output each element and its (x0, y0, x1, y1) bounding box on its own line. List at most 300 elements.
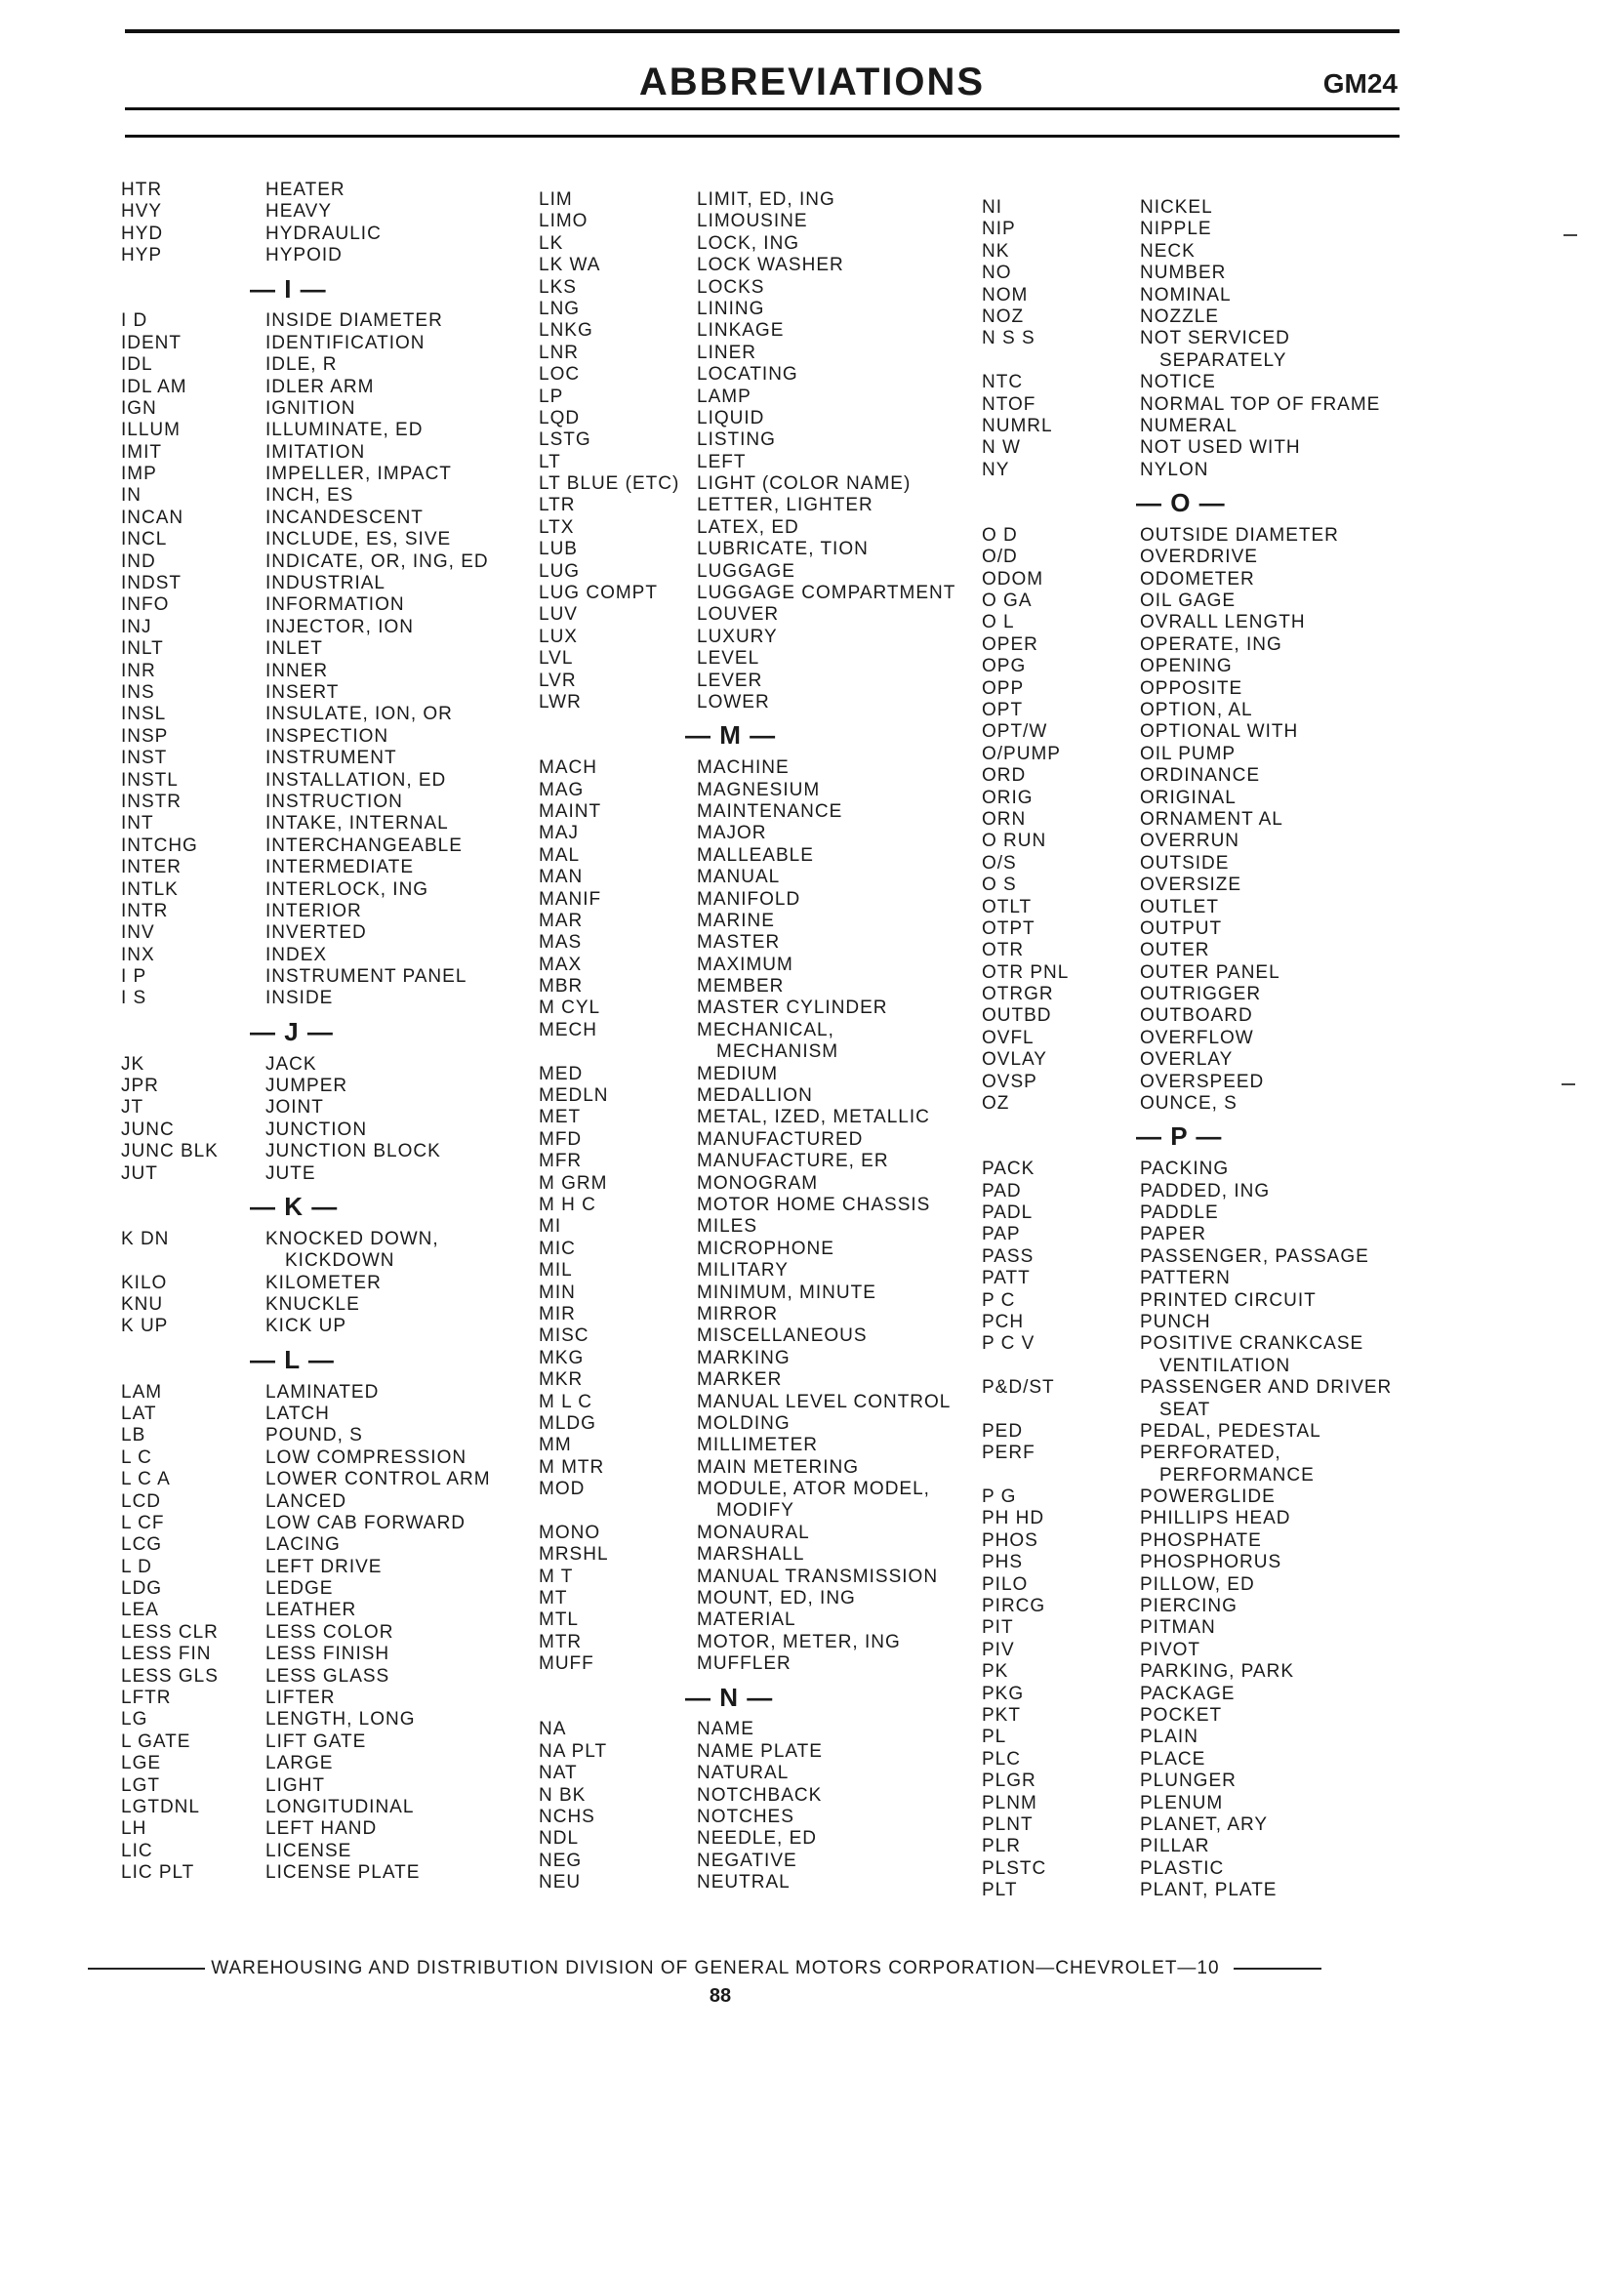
abbreviation: PED (982, 1420, 1024, 1442)
abbreviation: OPP (982, 677, 1025, 699)
abbreviation-entry (539, 1260, 997, 1282)
abbreviation: MAL (539, 844, 581, 866)
abbreviation: IGN (121, 397, 157, 419)
definition: MODIFY (716, 1500, 794, 1522)
header-bottom-rule-2 (125, 135, 1400, 138)
abbreviation-entry (982, 612, 1441, 633)
abbreviation: LK (539, 232, 564, 254)
abbreviation: LKS (539, 276, 577, 298)
abbreviation: PLSTC (982, 1857, 1047, 1879)
definition: LESS GLASS (265, 1665, 390, 1687)
abbreviation: MET (539, 1107, 582, 1128)
definition: IMITATION (265, 441, 366, 463)
abbreviation-entry (539, 911, 997, 932)
definition: INSTRUMENT (265, 748, 397, 769)
abbreviation-entry (539, 1653, 997, 1675)
abbreviation-entry (121, 1688, 580, 1709)
abbreviation: LDG (121, 1578, 163, 1600)
abbreviation: LVR (539, 670, 577, 691)
margin-mark (1562, 1083, 1575, 1085)
definition: MISCELLANEOUS (697, 1325, 868, 1347)
abbreviation-entry (982, 1268, 1441, 1289)
abbreviation-entry (982, 437, 1441, 459)
abbreviation-entry (121, 1775, 580, 1797)
abbreviation-entry (121, 1731, 580, 1753)
abbreviation: O L (982, 612, 1015, 633)
definition: LONGITUDINAL (265, 1796, 415, 1817)
abbreviation-entry (539, 495, 997, 516)
definition: NOZZLE (1140, 305, 1219, 327)
section-heading (121, 267, 580, 311)
definition: POWERGLIDE (1140, 1486, 1276, 1508)
definition: NAME (697, 1719, 754, 1740)
definition: MEDIUM (697, 1063, 779, 1084)
abbreviation: NOZ (982, 305, 1025, 327)
abbreviation: MFD (539, 1128, 583, 1150)
definition: MIRROR (697, 1303, 779, 1324)
abbreviation: L CF (121, 1512, 165, 1533)
abbreviation: PKT (982, 1704, 1021, 1726)
abbreviation-entry (539, 1719, 997, 1740)
abbreviation-entry (982, 525, 1441, 547)
abbreviation: ORD (982, 765, 1027, 787)
abbreviation-entry (539, 780, 997, 801)
abbreviation-entry (539, 1588, 997, 1609)
abbreviation-entry (121, 617, 580, 638)
abbreviation: NIP (982, 219, 1016, 240)
definition: MAGNESIUM (697, 779, 821, 800)
abbreviation-entry (539, 1763, 997, 1784)
definition: NEEDLE, ED (697, 1828, 817, 1850)
abbreviation-entry (539, 473, 997, 495)
abbreviation: LESS FIN (121, 1644, 212, 1665)
abbreviation: MTL (539, 1609, 579, 1631)
abbreviation: PLR (982, 1836, 1021, 1857)
abbreviation-entry (982, 1836, 1441, 1857)
abbreviation-entry (539, 867, 997, 888)
abbreviation-entry (121, 1818, 580, 1840)
abbreviation: O/D (982, 547, 1018, 568)
abbreviation: OTRGR (982, 984, 1054, 1005)
abbreviation: MECH (539, 1019, 597, 1040)
abbreviation: INJ (121, 616, 152, 637)
abbreviation: OPT (982, 700, 1024, 720)
definition: LOCKS (697, 276, 765, 298)
definition: NATURAL (697, 1763, 790, 1784)
definition: ORDINANCE (1140, 765, 1261, 787)
abbreviation-entry (982, 1574, 1441, 1596)
abbreviation-entry (121, 1534, 580, 1556)
abbreviation-entry (539, 1807, 997, 1828)
abbreviation: NY (982, 459, 1010, 480)
abbreviation-entry (539, 692, 997, 713)
definition: OIL GAGE (1140, 590, 1237, 612)
abbreviation: PCH (982, 1311, 1025, 1332)
definition: MAJOR (697, 823, 767, 844)
abbreviation: MISC (539, 1325, 589, 1347)
abbreviation-entry (121, 835, 580, 857)
definition: MEDALLION (697, 1085, 813, 1107)
page-number: 88 (709, 1985, 732, 2007)
abbreviation: MAG (539, 779, 585, 800)
definition: LICENSE PLATE (265, 1862, 421, 1884)
definition: MARKER (697, 1369, 783, 1391)
definition: MATERIAL (697, 1609, 796, 1631)
header-bottom-rule (125, 107, 1400, 110)
abbreviation: NK (982, 240, 1010, 262)
abbreviation: NUMRL (982, 415, 1053, 436)
definition: OVERLAY (1140, 1049, 1234, 1071)
definition: INTAKE, INTERNAL (265, 813, 449, 835)
abbreviation: OTLT (982, 896, 1033, 917)
definition: LIQUID (697, 407, 765, 428)
definition: LEFT DRIVE (265, 1556, 383, 1577)
definition: PAPER (1140, 1224, 1207, 1245)
definition: INNER (265, 660, 329, 681)
abbreviation: LCG (121, 1534, 163, 1556)
abbreviation: LESS GLS (121, 1665, 219, 1687)
abbreviation: KILO (121, 1272, 168, 1293)
abbreviation-entry (121, 792, 580, 813)
abbreviation: PKG (982, 1683, 1025, 1704)
abbreviation-entry (121, 1622, 580, 1644)
abbreviation-entry (539, 1828, 997, 1850)
abbreviation-entry (982, 590, 1441, 612)
document-code: GM24 (1322, 68, 1398, 99)
abbreviation: IDL (121, 354, 153, 376)
abbreviation: LAM (121, 1381, 163, 1403)
abbreviation: OVSP (982, 1071, 1037, 1092)
abbreviation: PACK (982, 1159, 1035, 1180)
footer-line (88, 1958, 1357, 1979)
abbreviation: MKG (539, 1347, 585, 1368)
definition: PHILLIPS HEAD (1140, 1508, 1291, 1529)
abbreviation: MRSHL (539, 1544, 609, 1566)
abbreviation-entry (982, 875, 1441, 896)
definition: PLAIN (1140, 1727, 1198, 1748)
abbreviation-entry (539, 932, 997, 954)
abbreviation-entry (121, 1294, 580, 1316)
definition: LETTER, LIGHTER (697, 495, 873, 516)
abbreviation-entry (982, 831, 1441, 852)
abbreviation: K UP (121, 1316, 169, 1337)
definition-continuation (982, 350, 1441, 372)
definition: LINING (697, 298, 765, 319)
abbreviation: I D (121, 310, 148, 332)
abbreviation: INSP (121, 725, 169, 747)
definition: OPENING (1140, 656, 1233, 677)
definition: PACKING (1140, 1159, 1230, 1180)
abbreviation-entry (539, 1479, 997, 1500)
definition: HEATER (265, 180, 345, 200)
definition: PEDAL, PEDESTAL (1140, 1420, 1321, 1442)
abbreviation: NO (982, 263, 1012, 284)
section-heading (121, 1010, 580, 1054)
abbreviation-entry (121, 726, 580, 748)
definition: JUMPER (265, 1076, 348, 1097)
abbreviation-entry (121, 1382, 580, 1404)
abbreviation-column-1 (121, 180, 583, 1885)
abbreviation-entry (121, 1273, 580, 1294)
abbreviation: O D (982, 524, 1018, 546)
abbreviation-entry (982, 1072, 1441, 1093)
abbreviation-entry (539, 277, 997, 299)
definition: IDENTIFICATION (265, 332, 426, 353)
abbreviation: LWR (539, 691, 582, 712)
abbreviation: INFO (121, 594, 170, 616)
abbreviation: NA PLT (539, 1740, 608, 1762)
definition: PADDED, ING (1140, 1180, 1271, 1201)
abbreviation: L GATE (121, 1730, 191, 1752)
definition: LUGGAGE COMPARTMENT (697, 583, 956, 604)
definition: PLENUM (1140, 1792, 1224, 1813)
abbreviation: NTC (982, 372, 1024, 393)
abbreviation-entry (121, 1163, 580, 1185)
definition: INDEX (265, 944, 328, 965)
abbreviation-entry (982, 1181, 1441, 1202)
abbreviation-entry (539, 845, 997, 867)
abbreviation-entry (121, 1862, 580, 1884)
abbreviation-entry (539, 627, 997, 648)
definition: PADDLE (1140, 1202, 1219, 1223)
abbreviation: LUG COMPT (539, 583, 658, 604)
definition: JUTE (265, 1162, 316, 1184)
abbreviation: ODOM (982, 568, 1044, 590)
abbreviation-entry (982, 1640, 1441, 1661)
abbreviation: O/S (982, 852, 1017, 874)
abbreviation: JPR (121, 1076, 159, 1097)
definition: OUTBOARD (1140, 1005, 1253, 1027)
abbreviation-entry (982, 984, 1441, 1005)
abbreviation-entry (121, 377, 580, 398)
abbreviation: ILLUM (121, 420, 181, 441)
definition: INSTALLATION, ED (265, 769, 447, 791)
definition: HEAVY (265, 201, 333, 223)
definition: LENGTH, LONG (265, 1709, 416, 1730)
definition: POCKET (1140, 1704, 1223, 1726)
definition: OUTSIDE DIAMETER (1140, 524, 1339, 546)
definition: NYLON (1140, 459, 1209, 480)
abbreviation: LP (539, 386, 564, 407)
abbreviation-entry (539, 1413, 997, 1435)
abbreviation-entry (982, 1552, 1441, 1573)
definition: OUTRIGGER (1140, 984, 1262, 1005)
definition: NAME PLATE (697, 1740, 823, 1762)
definition: NOT USED WITH (1140, 437, 1301, 459)
abbreviation-entry (982, 1028, 1441, 1049)
abbreviation-entry (121, 1841, 580, 1862)
abbreviation: NA (539, 1719, 567, 1740)
definition-continuation (982, 1465, 1441, 1486)
definition: LATCH (265, 1403, 330, 1424)
definition: LINKAGE (697, 320, 785, 342)
abbreviation: INR (121, 660, 156, 681)
abbreviation: LH (121, 1818, 147, 1840)
definition: LOWER (697, 691, 770, 712)
abbreviation-entry (982, 1377, 1441, 1399)
section-letter: — N — (685, 1682, 774, 1712)
definition: LINER (697, 342, 756, 363)
abbreviation: MUFF (539, 1653, 594, 1675)
abbreviation: ORN (982, 808, 1027, 830)
abbreviation-entry (539, 1173, 997, 1195)
abbreviation-entry (539, 364, 997, 386)
definition: LOCK WASHER (697, 255, 844, 276)
abbreviation: IDENT (121, 332, 182, 353)
abbreviation-entry (539, 1085, 997, 1107)
abbreviation-entry (982, 1661, 1441, 1683)
abbreviation: INTR (121, 900, 169, 921)
abbreviation-entry (121, 333, 580, 354)
abbreviation-entry (121, 224, 580, 245)
abbreviation-entry (121, 945, 580, 966)
abbreviation-entry (539, 1392, 997, 1413)
abbreviation: P G (982, 1486, 1017, 1508)
definition: MOUNT, ED, ING (697, 1588, 856, 1609)
abbreviation: INX (121, 944, 155, 965)
definition: MICROPHONE (697, 1238, 834, 1259)
header-top-rule (125, 29, 1400, 33)
abbreviation: O S (982, 875, 1017, 896)
abbreviation: MT (539, 1588, 568, 1609)
abbreviation-entry (982, 678, 1441, 700)
definition: LEFT HAND (265, 1818, 378, 1840)
definition: OVERRUN (1140, 831, 1240, 852)
abbreviation: PILO (982, 1573, 1029, 1595)
abbreviation-entry (982, 394, 1441, 416)
definition: LIGHT (COLOR NAME) (697, 473, 912, 495)
definition: PLUNGER (1140, 1771, 1237, 1792)
abbreviation-entry (121, 704, 580, 725)
abbreviation-entry (982, 1705, 1441, 1727)
abbreviation: MAN (539, 867, 584, 888)
definition: OVRALL LENGTH (1140, 612, 1306, 633)
definition: LIFTER (265, 1688, 336, 1709)
definition-continuation (121, 1250, 580, 1272)
abbreviation-entry (982, 1093, 1441, 1115)
definition: MASTER CYLINDER (697, 998, 888, 1019)
abbreviation-entry (121, 1229, 580, 1250)
definition: MEMBER (697, 976, 785, 998)
abbreviation-entry (121, 1513, 580, 1534)
section-heading (539, 713, 997, 757)
definition: PHOSPHORUS (1140, 1552, 1282, 1573)
abbreviation-entry (539, 233, 997, 255)
abbreviation-entry (121, 1097, 580, 1119)
footer-text: WAREHOUSING AND DISTRIBUTION DIVISION OF GENERAL MOTORS CORPORATION—CHEVROLET—10 (211, 1958, 1220, 1978)
abbreviation-entry (121, 748, 580, 769)
definition: MINIMUM, MINUTE (697, 1282, 876, 1303)
definition: LUGGAGE (697, 560, 795, 582)
abbreviation-entry (982, 285, 1441, 306)
abbreviation-entry (121, 638, 580, 660)
abbreviation: M GRM (539, 1172, 608, 1194)
definition: LIGHT (265, 1774, 325, 1796)
abbreviation: MLDG (539, 1412, 596, 1434)
definition: IMPELLER, IMPACT (265, 464, 452, 485)
abbreviation-entry (539, 1195, 997, 1216)
abbreviation-entry (121, 857, 580, 878)
abbreviation: M L C (539, 1391, 592, 1412)
abbreviation: NEG (539, 1850, 583, 1871)
abbreviation: OTR (982, 940, 1025, 961)
abbreviation: INV (121, 922, 155, 944)
abbreviation: MKR (539, 1369, 584, 1391)
abbreviation-entry (539, 583, 997, 604)
definition: PACKAGE (1140, 1683, 1236, 1704)
definition: MODULE, ATOR MODEL, (697, 1479, 930, 1500)
definition: INTERCHANGEABLE (265, 835, 463, 856)
abbreviation-entry (982, 1617, 1441, 1639)
abbreviation: MIL (539, 1260, 573, 1282)
abbreviation-entry (539, 1282, 997, 1304)
definition: ODOMETER (1140, 568, 1255, 590)
abbreviation: OVFL (982, 1027, 1035, 1048)
definition: OVERSIZE (1140, 875, 1242, 896)
abbreviation-entry (982, 656, 1441, 677)
abbreviation-entry (982, 1049, 1441, 1071)
abbreviation-entry (539, 1609, 997, 1631)
definition: MILLIMETER (697, 1435, 819, 1456)
abbreviation: MAS (539, 932, 583, 954)
abbreviation-entry (121, 1054, 580, 1076)
abbreviation: PLNT (982, 1813, 1034, 1835)
abbreviation: LT BLUE (ETC) (539, 473, 680, 495)
abbreviation: MACH (539, 757, 597, 779)
definition: PASSENGER, PASSAGE (1140, 1245, 1369, 1267)
abbreviation-entry (539, 1216, 997, 1238)
definition-continuation (982, 1400, 1441, 1421)
abbreviation-entry (539, 1020, 997, 1041)
definition: PIVOT (1140, 1639, 1201, 1660)
definition: MOTOR HOME CHASSIS (697, 1194, 931, 1215)
abbreviation: PATT (982, 1268, 1031, 1289)
abbreviation-entry (982, 460, 1441, 481)
definition: VENTILATION (1159, 1355, 1291, 1376)
definition-continuation (982, 1356, 1441, 1377)
definition: MECHANICAL, (697, 1019, 834, 1040)
definition: PITMAN (1140, 1617, 1216, 1639)
definition: NUMBER (1140, 263, 1227, 284)
abbreviation: OTR PNL (982, 961, 1070, 983)
abbreviation-entry (539, 1435, 997, 1456)
abbreviation: MBR (539, 976, 584, 998)
abbreviation: MFR (539, 1151, 583, 1172)
abbreviation-entry (982, 1793, 1441, 1814)
definition: LOCATING (697, 364, 798, 386)
abbreviation: LUB (539, 539, 578, 560)
definition: MANUFACTURE, ER (697, 1151, 889, 1172)
definition: KICK UP (265, 1316, 347, 1337)
definition: LACING (265, 1534, 341, 1556)
definition: NOTCHBACK (697, 1784, 823, 1806)
definition: OUTLET (1140, 896, 1219, 917)
definition: POSITIVE CRANKCASE (1140, 1333, 1364, 1355)
definition: PERFORATED, (1140, 1443, 1281, 1464)
abbreviation-entry (982, 809, 1441, 831)
definition: PLANET, ARY (1140, 1813, 1269, 1835)
definition: INDICATE, OR, ING, ED (265, 550, 489, 572)
abbreviation-entry (539, 387, 997, 408)
abbreviation-entry (982, 1749, 1441, 1771)
definition: PILLOW, ED (1140, 1573, 1255, 1595)
abbreviation: PLGR (982, 1771, 1036, 1792)
abbreviation-entry (982, 1421, 1441, 1443)
abbreviation: KNU (121, 1293, 164, 1315)
abbreviation-entry (982, 1814, 1441, 1836)
abbreviation: M T (539, 1566, 574, 1587)
abbreviation: P&D/ST (982, 1377, 1055, 1399)
